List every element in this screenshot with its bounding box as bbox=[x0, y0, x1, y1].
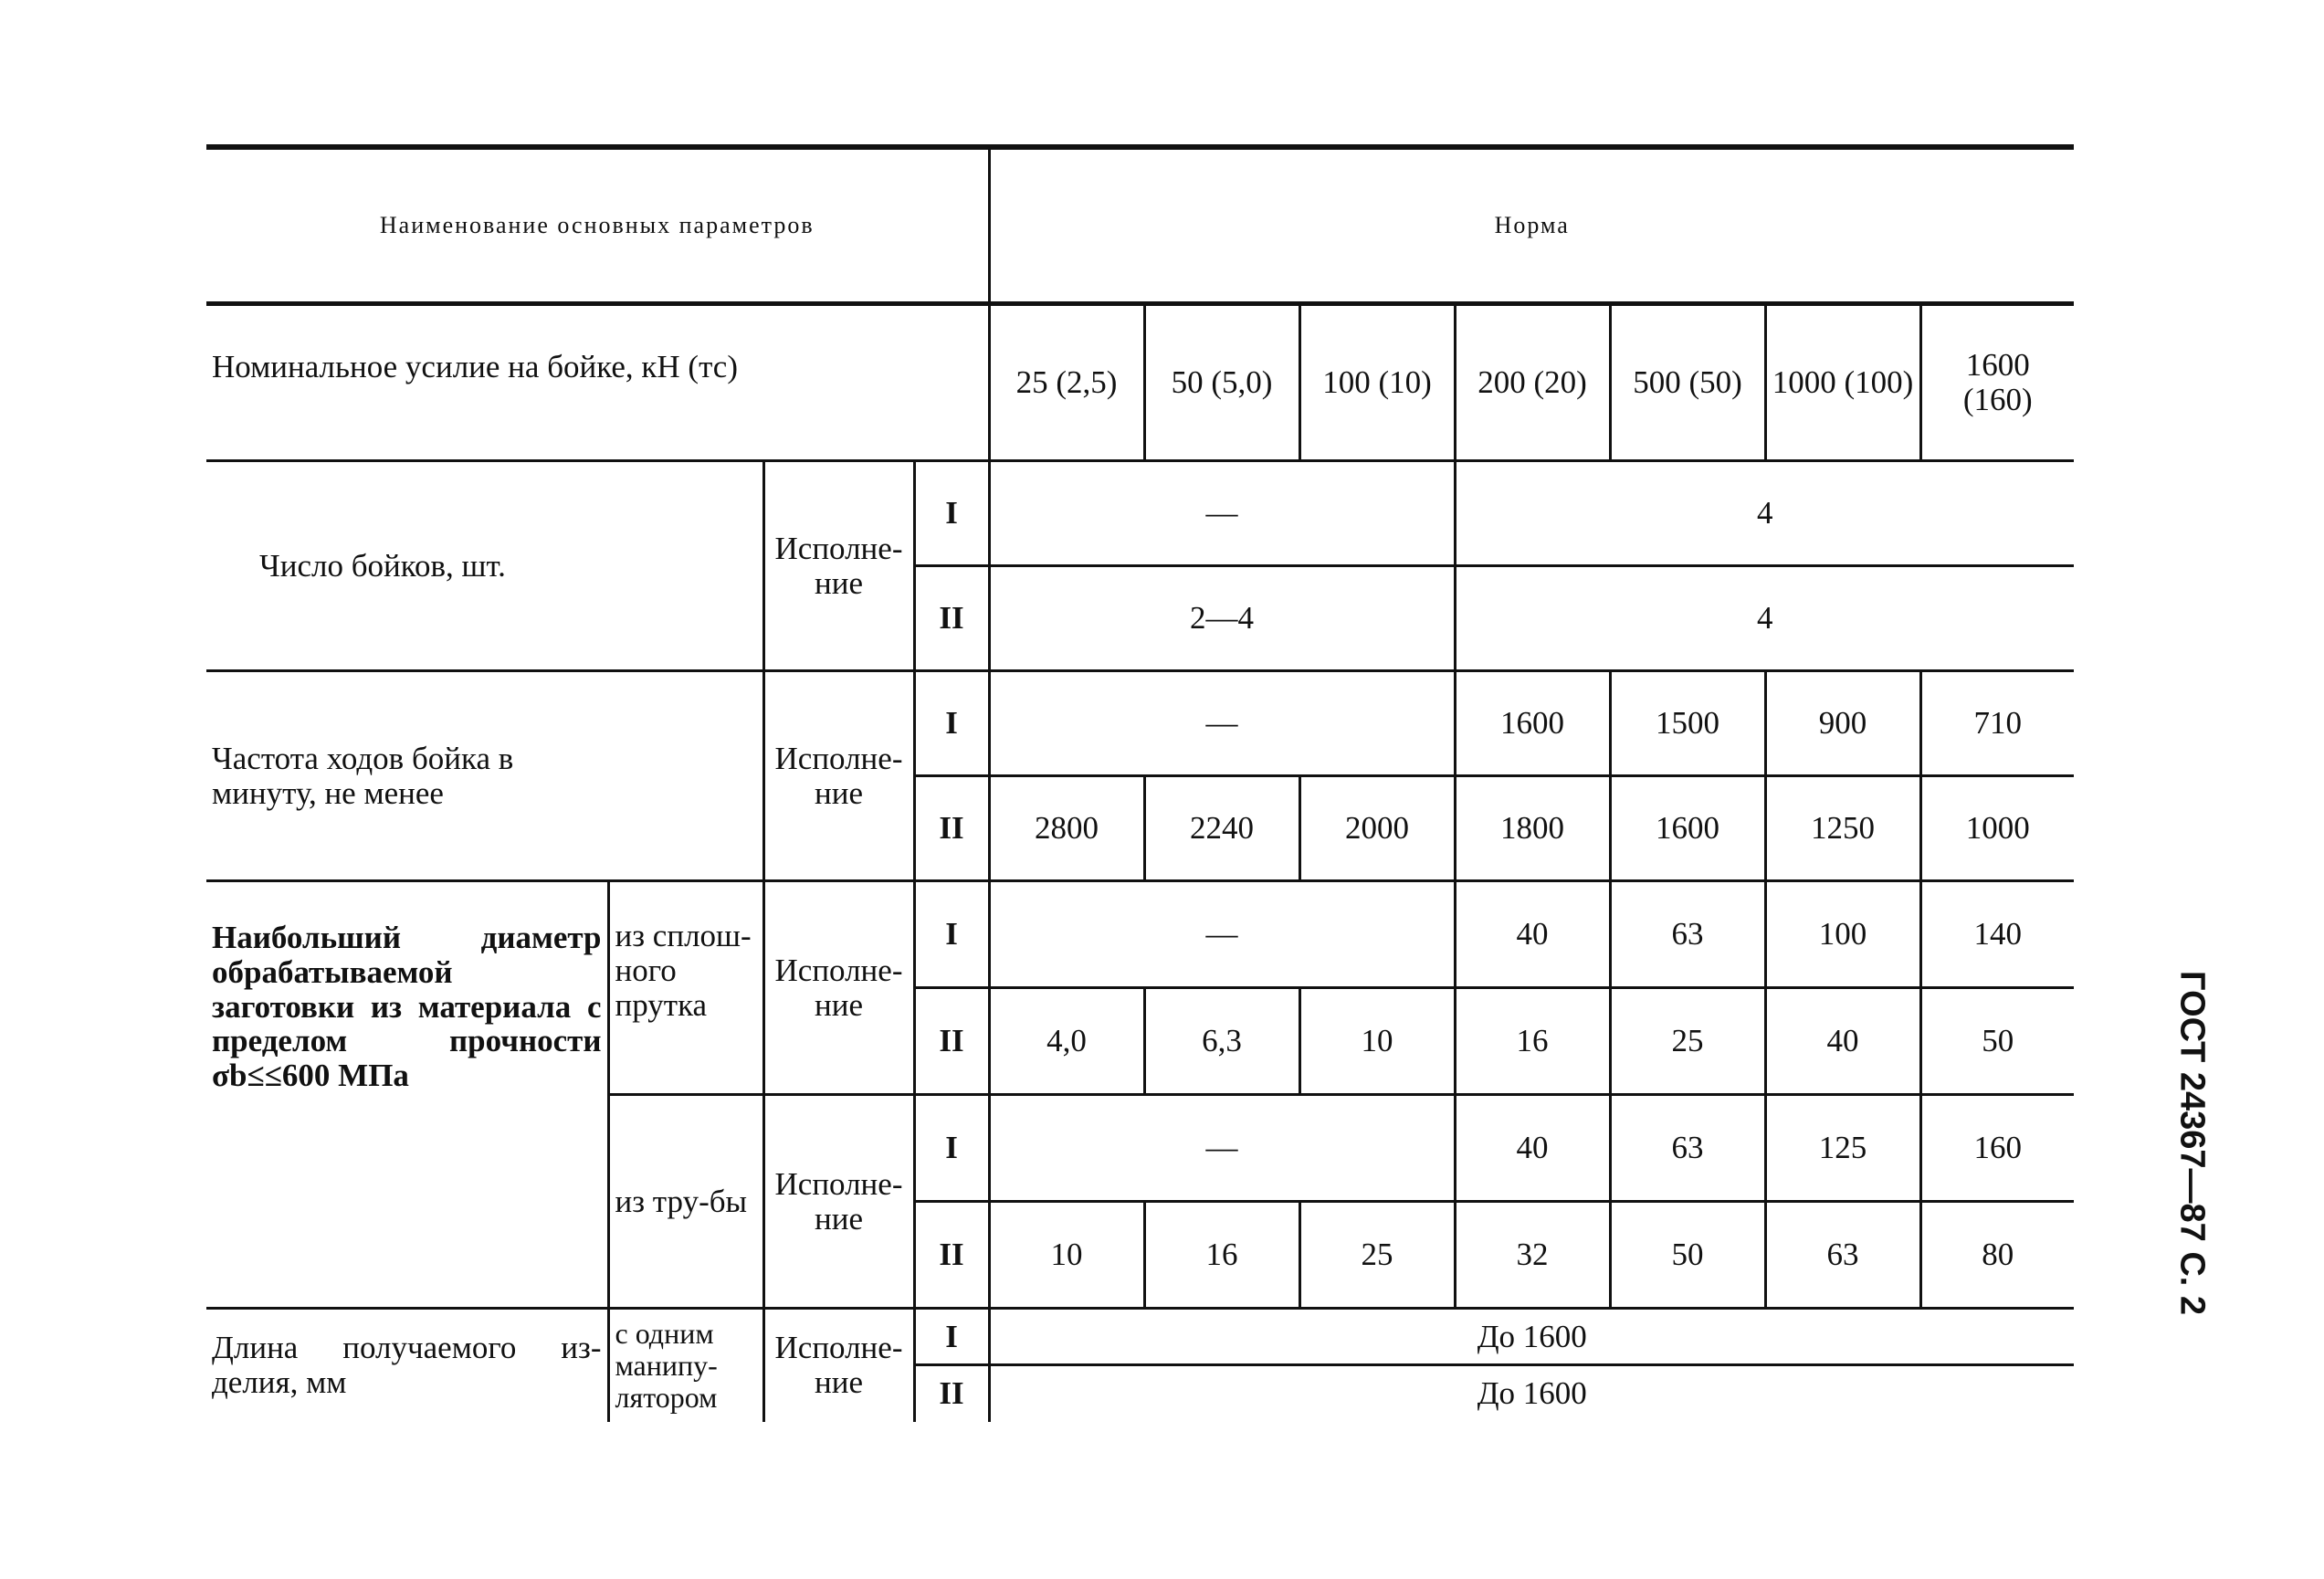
force-value-100: 100 (10) bbox=[1299, 304, 1455, 461]
strokes-I-500: 1500 bbox=[1610, 671, 1765, 776]
diameter-solid-II-100: 10 bbox=[1299, 988, 1455, 1095]
strokes-variant: Исполне-ние bbox=[763, 671, 914, 881]
diameter-tube-I-500: 63 bbox=[1610, 1095, 1765, 1202]
strokes-label: Частота ходов бойка в минуту, не менее bbox=[206, 671, 763, 881]
diameter-tube-II-500: 50 bbox=[1610, 1202, 1765, 1309]
diameter-tube-I-dash: — bbox=[989, 1095, 1455, 1202]
strokes-II-500: 1600 bbox=[1610, 776, 1765, 881]
dies-variant: Исполне-ние bbox=[763, 461, 914, 671]
table-row-dies-I bbox=[206, 461, 2074, 566]
force-value-50: 50 (5,0) bbox=[1144, 304, 1299, 461]
strokes-I-200: 1600 bbox=[1455, 671, 1610, 776]
diameter-solid-I-500: 63 bbox=[1610, 881, 1765, 988]
diameter-tube-I-1600: 160 bbox=[1920, 1095, 2074, 1202]
diameter-solid-I-200: 40 bbox=[1455, 881, 1610, 988]
force-value-200: 200 (20) bbox=[1455, 304, 1610, 461]
strokes-II-1600: 1000 bbox=[1920, 776, 2074, 881]
strokes-I-1600: 710 bbox=[1920, 671, 2074, 776]
diameter-solid-II-1600: 50 bbox=[1920, 988, 2074, 1095]
dies-I-small: — bbox=[989, 461, 1455, 566]
diameter-tube-II-50: 16 bbox=[1144, 1202, 1299, 1309]
header-norm: Норма bbox=[989, 147, 2074, 304]
strokes-II-50: 2240 bbox=[1144, 776, 1299, 881]
strokes-II-200: 1800 bbox=[1455, 776, 1610, 881]
diameter-solid-roman-II: II bbox=[914, 988, 989, 1095]
length-roman-II: II bbox=[914, 1365, 989, 1422]
table-row-length-I bbox=[206, 1309, 2074, 1365]
force-value-25: 25 (2,5) bbox=[989, 304, 1144, 461]
diameter-tube-I-1000: 125 bbox=[1765, 1095, 1920, 1202]
diameter-tube-II-1600: 80 bbox=[1920, 1202, 2074, 1309]
table-row-diameter-solid-I bbox=[206, 881, 2074, 988]
diameter-tube-II-1000: 63 bbox=[1765, 1202, 1920, 1309]
dies-roman-II: II bbox=[914, 566, 989, 671]
strokes-I-1000: 900 bbox=[1765, 671, 1920, 776]
diameter-tube-roman-I: I bbox=[914, 1095, 989, 1202]
length-roman-I: I bbox=[914, 1309, 989, 1365]
diameter-solid-sub: из сплош-ного прутка bbox=[608, 881, 763, 1095]
strokes-II-100: 2000 bbox=[1299, 776, 1455, 881]
strokes-roman-I: I bbox=[914, 671, 989, 776]
table-header-row bbox=[206, 147, 2074, 304]
diameter-tube-sub: из тру-бы bbox=[608, 1095, 763, 1309]
force-value-1600: 1600 (160) bbox=[1920, 304, 2074, 461]
length-II-value: До 1600 bbox=[989, 1365, 2074, 1422]
diameter-solid-I-1600: 140 bbox=[1920, 881, 2074, 988]
diameter-tube-II-25: 10 bbox=[989, 1202, 1144, 1309]
length-label: Длина получаемого из-делия, мм bbox=[206, 1309, 608, 1422]
force-value-500: 500 (50) bbox=[1610, 304, 1765, 461]
parameters-table bbox=[206, 144, 2074, 1422]
diameter-solid-I-dash: — bbox=[989, 881, 1455, 988]
dies-II-large: 4 bbox=[1455, 566, 2074, 671]
diameter-solid-II-500: 25 bbox=[1610, 988, 1765, 1095]
table-row-force bbox=[206, 304, 2074, 461]
diameter-solid-II-1000: 40 bbox=[1765, 988, 1920, 1095]
diameter-solid-roman-I: I bbox=[914, 881, 989, 988]
dies-II-small: 2—4 bbox=[989, 566, 1455, 671]
diameter-tube-II-100: 25 bbox=[1299, 1202, 1455, 1309]
force-label: Номинальное усилие на бойке, кН (тс) bbox=[212, 349, 738, 384]
diameter-tube-II-200: 32 bbox=[1455, 1202, 1610, 1309]
diameter-solid-I-1000: 100 bbox=[1765, 881, 1920, 988]
dies-roman-I: I bbox=[914, 461, 989, 566]
dies-I-large: 4 bbox=[1455, 461, 2074, 566]
diameter-solid-II-200: 16 bbox=[1455, 988, 1610, 1095]
header-parameter-name: Наименование основных параметров bbox=[206, 147, 989, 304]
diameter-solid-II-50: 6,3 bbox=[1144, 988, 1299, 1095]
length-sub: с одним манипу-лятором bbox=[608, 1309, 763, 1422]
diameter-label: Наибольший диаметр обрабатываемой заготовки из материала с пределом прочности σb≤≤600 МПа bbox=[206, 881, 608, 1309]
table-row-strokes-I bbox=[206, 671, 2074, 776]
diameter-solid-variant: Исполне-ние bbox=[763, 881, 914, 1095]
strokes-II-25: 2800 bbox=[989, 776, 1144, 881]
strokes-I-dash: — bbox=[989, 671, 1455, 776]
dies-label: Число бойков, шт. bbox=[206, 461, 763, 671]
diameter-tube-variant: Исполне-ние bbox=[763, 1095, 914, 1309]
strokes-roman-II: II bbox=[914, 776, 989, 881]
length-I-value: До 1600 bbox=[989, 1309, 2074, 1365]
diameter-solid-II-25: 4,0 bbox=[989, 988, 1144, 1095]
length-variant: Исполне-ние bbox=[763, 1309, 914, 1422]
document-side-label: ГОСТ 24367—87 С. 2 bbox=[2172, 970, 2212, 1316]
strokes-II-1000: 1250 bbox=[1765, 776, 1920, 881]
diameter-tube-roman-II: II bbox=[914, 1202, 989, 1309]
force-value-1000: 1000 (100) bbox=[1765, 304, 1920, 461]
diameter-tube-I-200: 40 bbox=[1455, 1095, 1610, 1202]
